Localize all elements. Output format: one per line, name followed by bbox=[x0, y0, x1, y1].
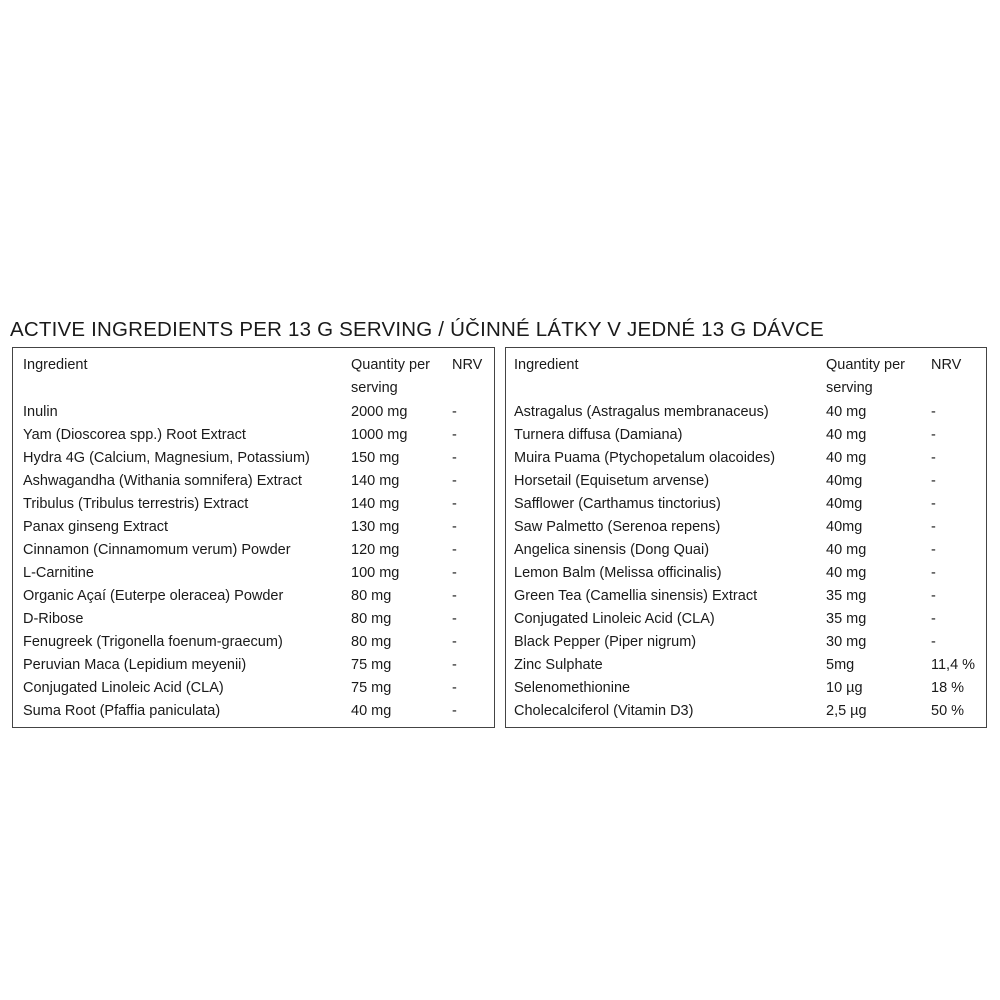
quantity-cell: 40 mg bbox=[826, 450, 867, 466]
table-row bbox=[13, 608, 494, 631]
table-row bbox=[13, 401, 494, 424]
quantity-cell: 150 mg bbox=[351, 450, 400, 466]
header-quantity-line2: serving bbox=[351, 380, 398, 396]
table-row bbox=[506, 424, 986, 447]
quantity-cell: 40 mg bbox=[826, 565, 867, 581]
quantity-cell: 40 mg bbox=[826, 542, 867, 558]
nrv-cell: 11,4 % bbox=[931, 657, 976, 673]
nrv-cell: - bbox=[931, 473, 936, 489]
table-row bbox=[506, 516, 986, 539]
table-row bbox=[13, 562, 494, 585]
ingredient-cell: Zinc Sulphate bbox=[514, 657, 603, 673]
table-row bbox=[13, 585, 494, 608]
table-row bbox=[506, 608, 986, 631]
ingredient-cell: Organic Açaí (Euterpe oleracea) Powder bbox=[23, 588, 284, 604]
table-row bbox=[13, 539, 494, 562]
nrv-cell: 50 % bbox=[931, 703, 965, 719]
ingredient-cell: Suma Root (Pfaffia paniculata) bbox=[23, 703, 221, 719]
table-row bbox=[506, 585, 986, 608]
ingredient-cell: Cholecalciferol (Vitamin D3) bbox=[514, 703, 694, 719]
table-row bbox=[13, 654, 494, 677]
header-quantity-line1: Quantity per bbox=[351, 357, 430, 373]
quantity-cell: 40mg bbox=[826, 496, 863, 512]
ingredients-table-left bbox=[12, 347, 495, 728]
quantity-cell: 2,5 µg bbox=[826, 703, 867, 719]
ingredient-cell: Tribulus (Tribulus terrestris) Extract bbox=[23, 496, 249, 512]
table-row bbox=[506, 677, 986, 700]
quantity-cell: 75 mg bbox=[351, 680, 392, 696]
ingredient-cell: Angelica sinensis (Dong Quai) bbox=[514, 542, 710, 558]
quantity-cell: 80 mg bbox=[351, 588, 392, 604]
quantity-cell: 10 µg bbox=[826, 680, 863, 696]
ingredient-cell: Panax ginseng Extract bbox=[23, 519, 169, 535]
nrv-cell: - bbox=[931, 519, 936, 535]
nrv-cell: - bbox=[931, 450, 936, 466]
nrv-cell: - bbox=[452, 542, 457, 558]
quantity-cell: 130 mg bbox=[351, 519, 400, 535]
ingredient-cell: Astragalus (Astragalus membranaceus) bbox=[514, 404, 769, 420]
header-quantity-line1: Quantity per bbox=[826, 357, 905, 373]
quantity-cell: 40mg bbox=[826, 519, 863, 535]
nrv-cell: - bbox=[452, 657, 457, 673]
ingredient-cell: Conjugated Linoleic Acid (CLA) bbox=[23, 680, 224, 696]
table-row bbox=[13, 470, 494, 493]
quantity-cell: 120 mg bbox=[351, 542, 400, 558]
page-title: ACTIVE INGREDIENTS PER 13 G SERVING / ÚČINNÉ LÁTKY V JEDNÉ 13 G DÁVCE bbox=[10, 318, 824, 341]
ingredient-cell: Cinnamon (Cinnamomum verum) Powder bbox=[23, 542, 291, 558]
nrv-cell: 18 % bbox=[931, 680, 965, 696]
ingredients-table-right bbox=[505, 347, 987, 728]
table-row bbox=[13, 447, 494, 470]
nrv-cell: - bbox=[931, 565, 936, 581]
nrv-cell: - bbox=[452, 680, 457, 696]
nrv-cell: - bbox=[452, 427, 457, 443]
table-row bbox=[506, 470, 986, 493]
nrv-cell: - bbox=[452, 703, 457, 719]
table-row bbox=[506, 539, 986, 562]
ingredient-cell: Fenugreek (Trigonella foenum-graecum) bbox=[23, 634, 283, 650]
nrv-cell: - bbox=[452, 450, 457, 466]
quantity-cell: 2000 mg bbox=[351, 404, 408, 420]
ingredient-cell: Black Pepper (Piper nigrum) bbox=[514, 634, 697, 650]
nrv-cell: - bbox=[452, 565, 457, 581]
ingredient-cell: Peruvian Maca (Lepidium meyenii) bbox=[23, 657, 247, 673]
nrv-cell: - bbox=[931, 542, 936, 558]
ingredient-cell: Selenomethionine bbox=[514, 680, 631, 696]
quantity-cell: 80 mg bbox=[351, 634, 392, 650]
nrv-cell: - bbox=[452, 473, 457, 489]
header-nrv: NRV bbox=[452, 357, 483, 373]
table-row bbox=[13, 493, 494, 516]
quantity-cell: 5mg bbox=[826, 657, 855, 673]
header-quantity bbox=[351, 354, 430, 400]
nrv-cell: - bbox=[931, 611, 936, 627]
ingredient-cell: Conjugated Linoleic Acid (CLA) bbox=[514, 611, 715, 627]
table-row bbox=[13, 631, 494, 654]
ingredient-cell: Muira Puama (Ptychopetalum olacoides) bbox=[514, 450, 776, 466]
ingredient-cell: Green Tea (Camellia sinensis) Extract bbox=[514, 588, 758, 604]
header-ingredient: Ingredient bbox=[23, 357, 88, 373]
nrv-cell: - bbox=[452, 611, 457, 627]
nrv-cell: - bbox=[452, 496, 457, 512]
quantity-cell: 35 mg bbox=[826, 611, 867, 627]
nrv-cell: - bbox=[452, 404, 457, 420]
ingredient-cell: D-Ribose bbox=[23, 611, 84, 627]
table-row bbox=[13, 700, 494, 723]
table-row bbox=[506, 654, 986, 677]
nrv-cell: - bbox=[931, 404, 936, 420]
table-row bbox=[506, 401, 986, 424]
header-nrv: NRV bbox=[931, 357, 962, 373]
table-row bbox=[13, 516, 494, 539]
nrv-cell: - bbox=[452, 588, 457, 604]
table-row bbox=[506, 700, 986, 723]
nrv-cell: - bbox=[931, 588, 936, 604]
nrv-cell: - bbox=[452, 519, 457, 535]
ingredient-cell: Lemon Balm (Melissa officinalis) bbox=[514, 565, 722, 581]
quantity-cell: 40 mg bbox=[826, 427, 867, 443]
table-row bbox=[506, 631, 986, 654]
ingredient-cell: Turnera diffusa (Damiana) bbox=[514, 427, 683, 443]
quantity-cell: 40 mg bbox=[826, 404, 867, 420]
quantity-cell: 75 mg bbox=[351, 657, 392, 673]
ingredient-cell: Ashwagandha (Withania somnifera) Extract bbox=[23, 473, 302, 489]
quantity-cell: 1000 mg bbox=[351, 427, 408, 443]
quantity-cell: 140 mg bbox=[351, 496, 400, 512]
header-ingredient: Ingredient bbox=[514, 357, 579, 373]
ingredient-cell: Saw Palmetto (Serenoa repens) bbox=[514, 519, 721, 535]
nrv-cell: - bbox=[931, 634, 936, 650]
quantity-cell: 140 mg bbox=[351, 473, 400, 489]
nrv-cell: - bbox=[931, 427, 936, 443]
table-row bbox=[506, 447, 986, 470]
header-quantity bbox=[826, 354, 905, 400]
ingredient-cell: Yam (Dioscorea spp.) Root Extract bbox=[23, 427, 246, 443]
ingredient-cell: L-Carnitine bbox=[23, 565, 94, 581]
table-row bbox=[506, 562, 986, 585]
ingredient-cell: Inulin bbox=[23, 404, 58, 420]
table-row bbox=[13, 677, 494, 700]
ingredient-cell: Safflower (Carthamus tinctorius) bbox=[514, 496, 721, 512]
quantity-cell: 40mg bbox=[826, 473, 863, 489]
quantity-cell: 40 mg bbox=[351, 703, 392, 719]
nrv-cell: - bbox=[931, 496, 936, 512]
quantity-cell: 100 mg bbox=[351, 565, 400, 581]
quantity-cell: 30 mg bbox=[826, 634, 867, 650]
nrv-cell: - bbox=[452, 634, 457, 650]
ingredient-cell: Horsetail (Equisetum arvense) bbox=[514, 473, 710, 489]
quantity-cell: 80 mg bbox=[351, 611, 392, 627]
table-row bbox=[506, 493, 986, 516]
header-quantity-line2: serving bbox=[826, 380, 873, 396]
table-row bbox=[13, 424, 494, 447]
ingredient-cell: Hydra 4G (Calcium, Magnesium, Potassium) bbox=[23, 450, 310, 466]
quantity-cell: 35 mg bbox=[826, 588, 867, 604]
